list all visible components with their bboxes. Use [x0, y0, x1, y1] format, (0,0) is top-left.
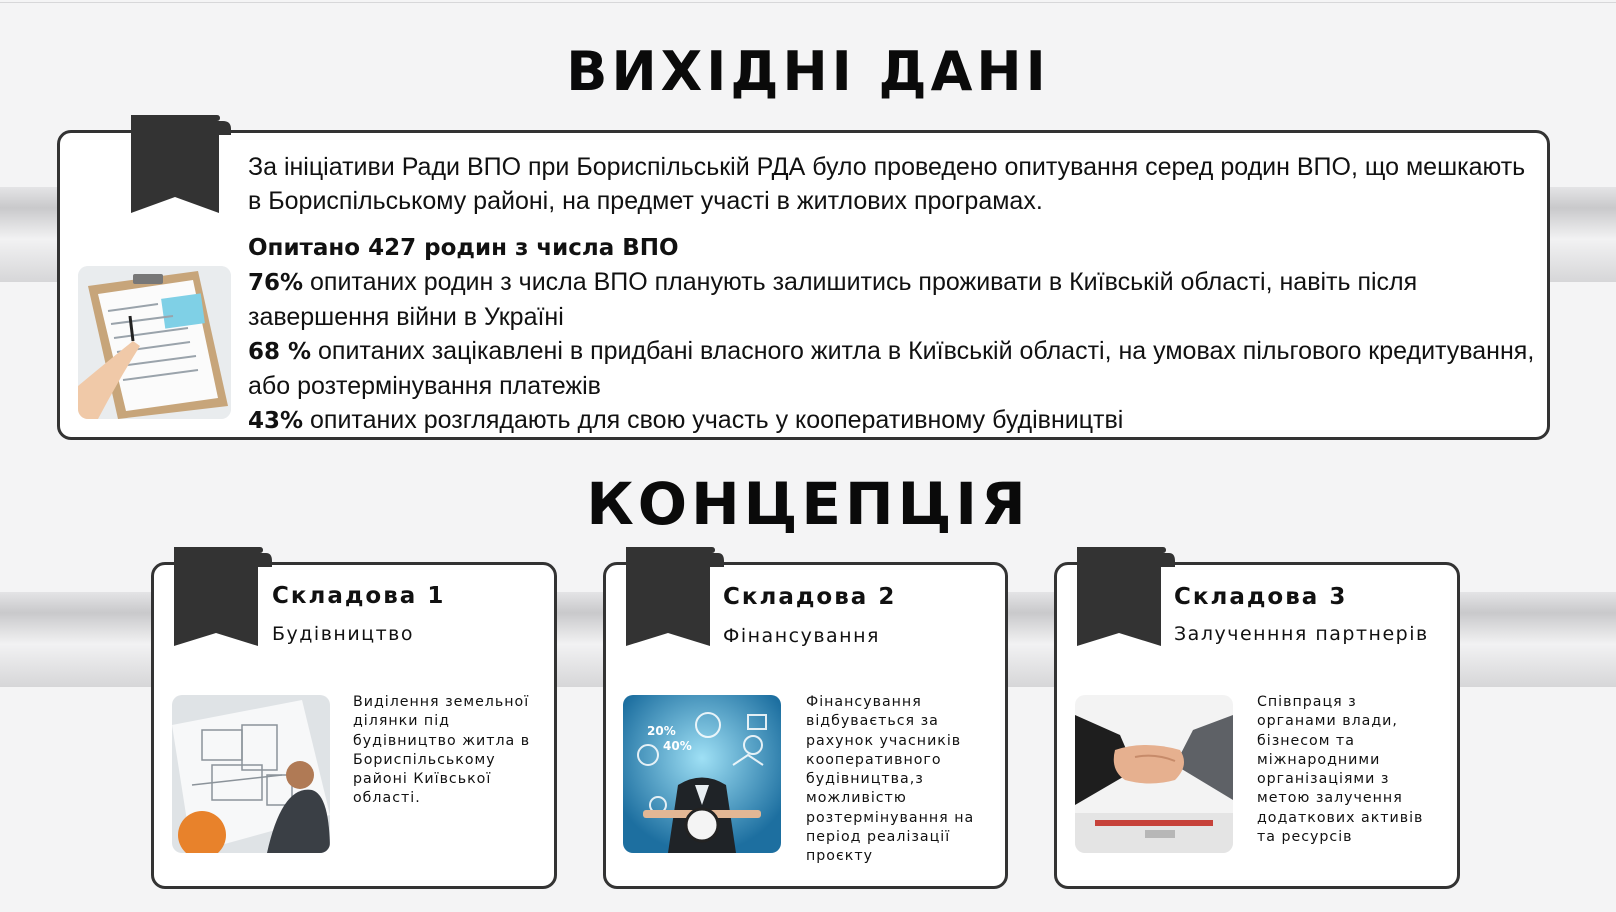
stat-text: опитаних розглядають для свою участь у кооперативному будівництві: [303, 406, 1124, 434]
card-description: Співпраця з органами влади, бізнесом та міжнародними організаціями з метою залучення додаткових активів та ресурсів: [1257, 694, 1424, 846]
photo-label: 40%: [663, 739, 692, 753]
card-title: Складова 2: [723, 584, 897, 610]
concept-title: КОНЦЕПЦІЯ: [586, 470, 1030, 538]
stat-row: [248, 403, 1538, 438]
survey-clipboard-photo: [78, 266, 231, 419]
page-title: ВИХІДНІ ДАНІ: [566, 40, 1050, 103]
stat-text: опитаних родин з числа ВПО планують залишитись проживати в Київській області, навіть після завершення війни в Україні: [248, 268, 1418, 331]
card-subtitle: Залученння партнерів: [1174, 623, 1429, 645]
survey-results: [248, 230, 1538, 438]
card-description: Фінансування відбувається за рахунок учасників кооперативного будівництва,з можливістю розтермінування на період реалізації проєкту: [806, 694, 975, 865]
bookmark-ribbon-icon: [624, 547, 726, 651]
stat-row: [248, 334, 1538, 403]
handshake-photo: [1075, 695, 1233, 853]
card-title: Складова 1: [272, 583, 446, 609]
card-subtitle: Фінансування: [723, 625, 880, 647]
bookmark-ribbon-icon: [1075, 547, 1177, 651]
intro-text: За ініціативи Ради ВПО при Бориспільській РДА було проведено опитування серед родин ВПО, що мешкають в Бориспільському районі, на предмет участі в житлових програмах.: [248, 153, 1526, 215]
card-subtitle: Будівництво: [272, 623, 414, 645]
top-divider: [0, 2, 1616, 3]
stat-value: 43%: [248, 408, 304, 434]
construction-blueprint-photo: [172, 695, 330, 853]
stat-value: 76%: [248, 270, 304, 296]
bookmark-ribbon-icon: [129, 115, 233, 219]
finance-concept-photo: [623, 695, 781, 853]
stat-row: [248, 265, 1538, 334]
photo-label: 20%: [647, 724, 676, 738]
stat-text: опитаних зацікавлені в придбані власного житла в Київській області, на умовах пільгового кредитування, або розтермінування платежів: [248, 337, 1535, 400]
stat-value: 68 %: [248, 339, 312, 365]
card-description: Виділення земельної ділянки під будівництво житла в Бориспільському районі Київської області.: [353, 694, 531, 807]
bookmark-ribbon-icon: [172, 547, 274, 651]
intro-paragraph: [248, 150, 1538, 218]
surveyed-count: Опитано 427 родин з числа ВПО: [248, 235, 679, 261]
card-title: Складова 3: [1174, 584, 1348, 610]
